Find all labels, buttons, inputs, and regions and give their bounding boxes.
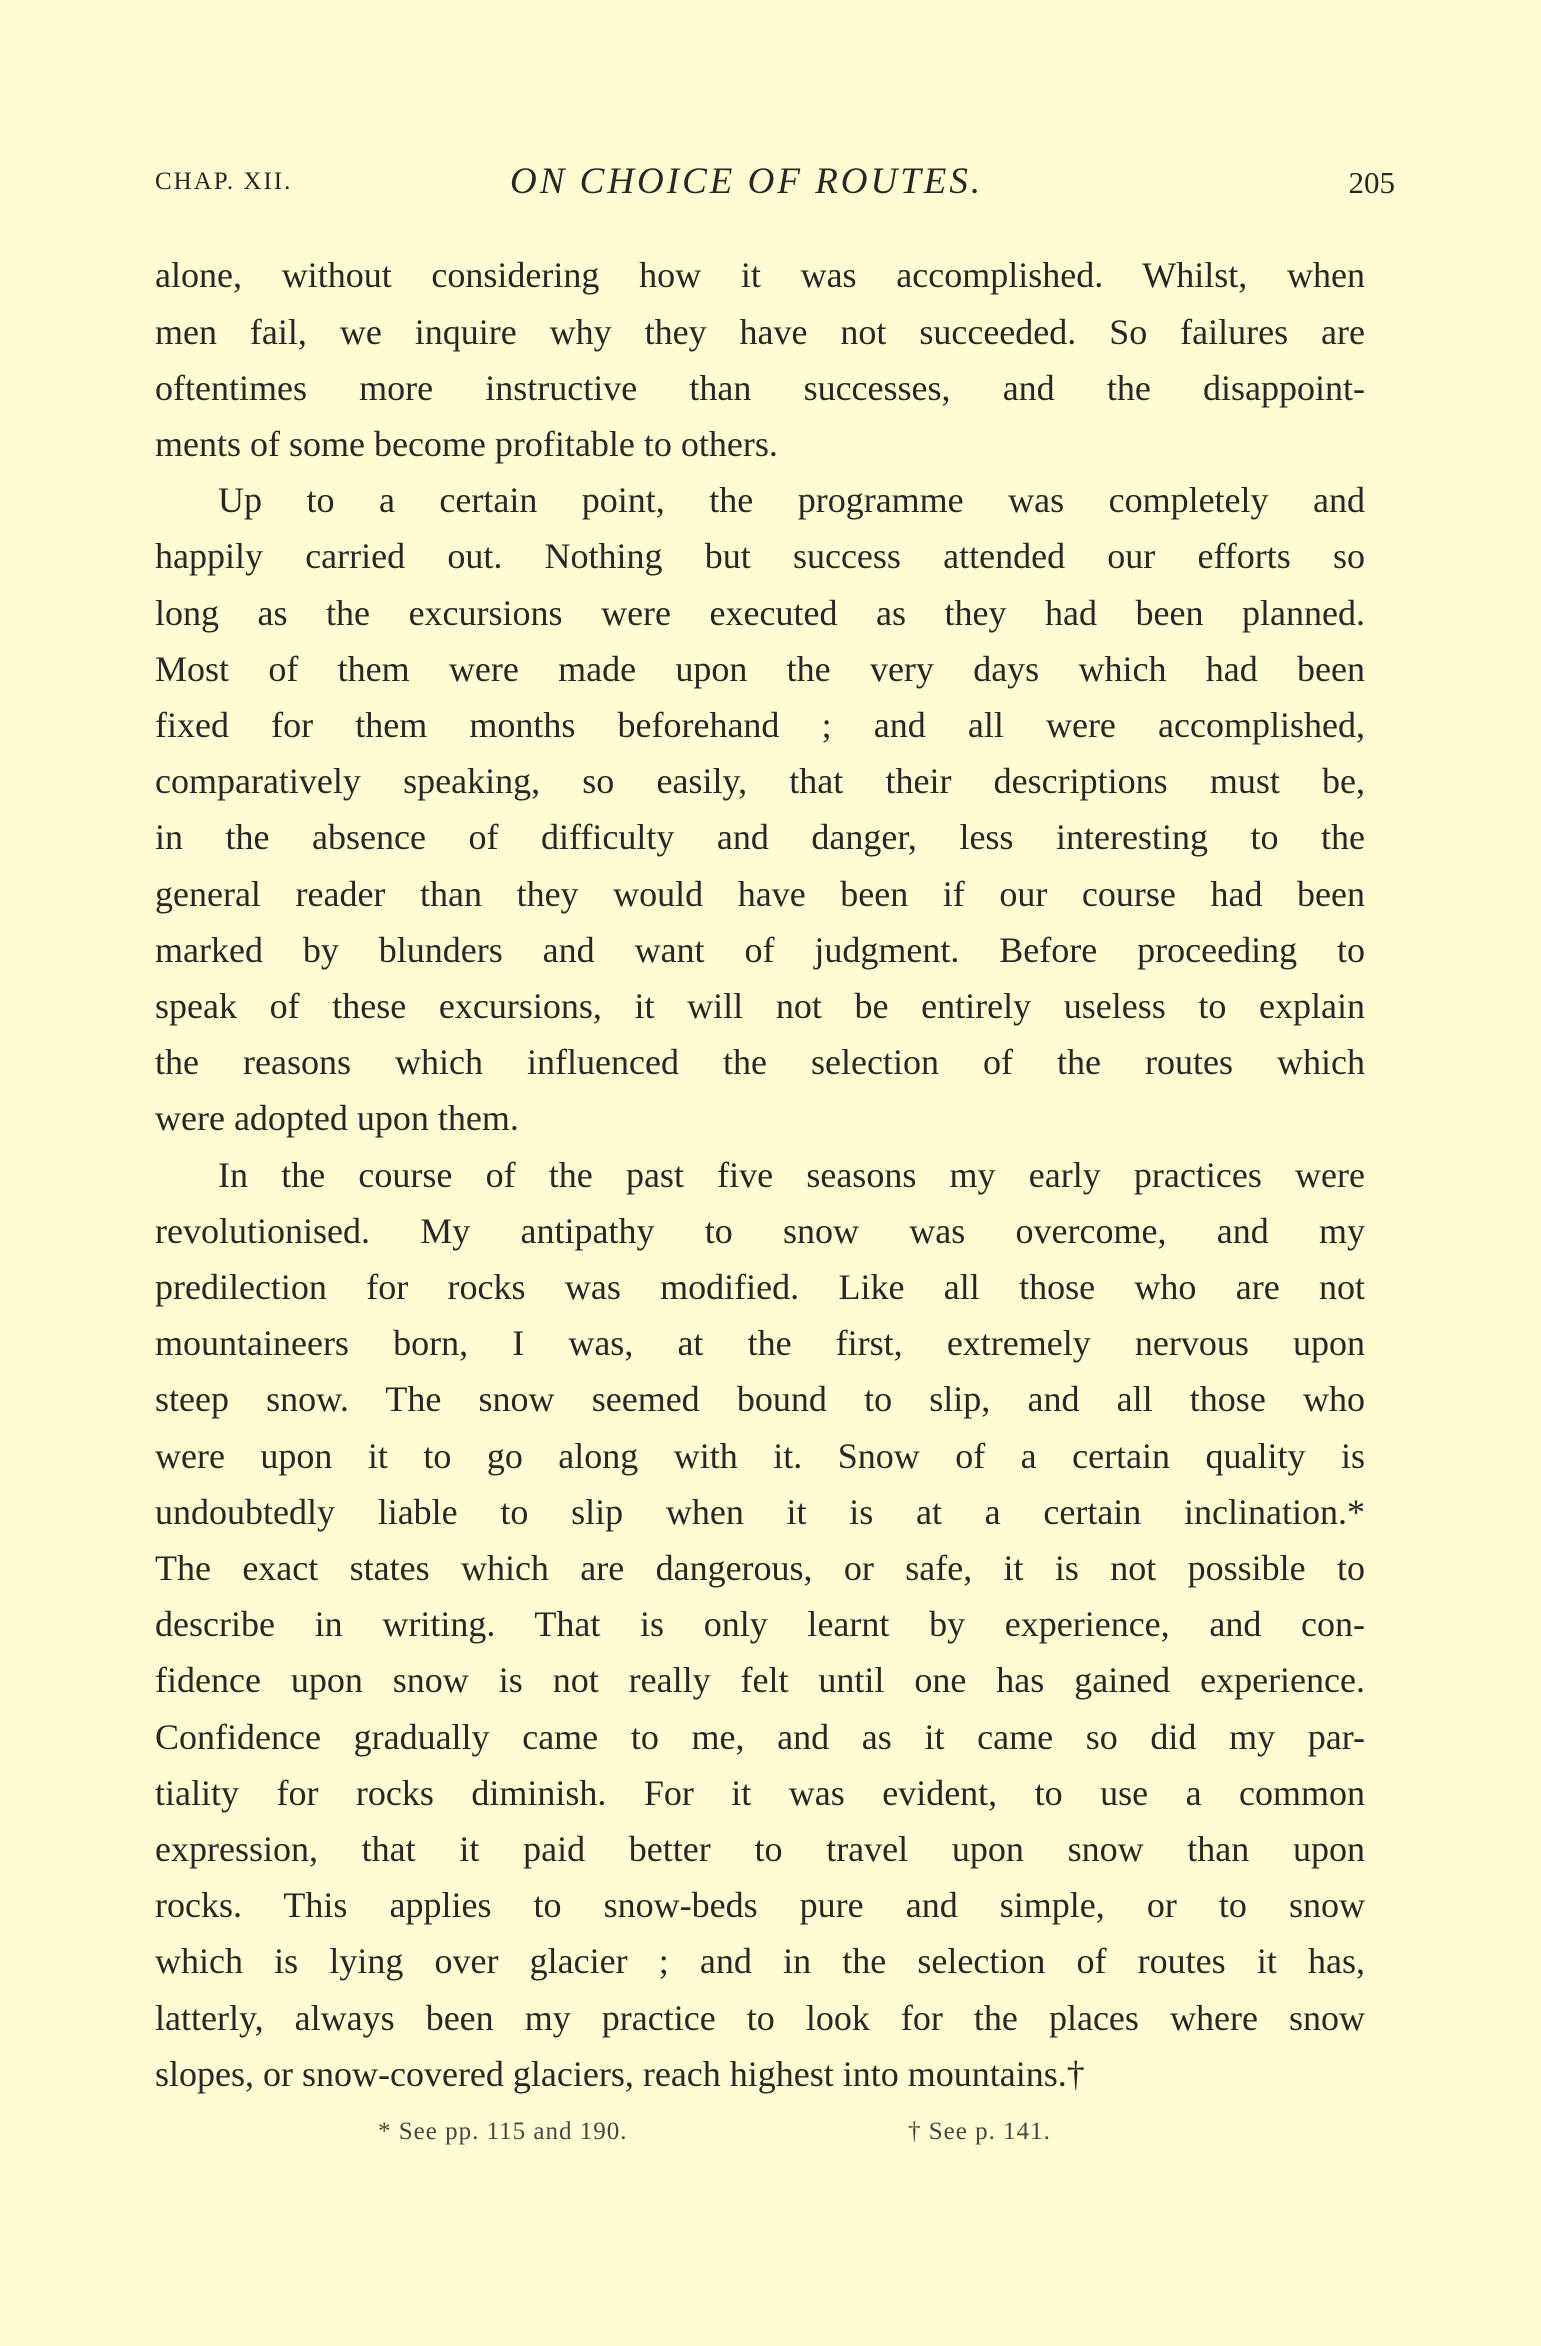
- text-line: The exact states which are dangerous, or safe, it is not possible to: [155, 1548, 1365, 1588]
- running-title: ON CHOICE OF ROUTES.: [510, 161, 984, 202]
- running-header: [155, 160, 1395, 210]
- text-line: slopes, or snow-covered glaciers, reach highest into mountains.†: [155, 2054, 1085, 2094]
- text-line: the reasons which influenced the selection of the routes which: [155, 1042, 1365, 1082]
- text-line: Confidence gradually came to me, and as it came so did my par-: [155, 1717, 1365, 1757]
- text-line: mountaineers born, I was, at the first, extremely nervous upon: [155, 1323, 1365, 1363]
- page-number: 205: [1348, 165, 1395, 200]
- text-line: comparatively speaking, so easily, that their descriptions must be,: [155, 761, 1365, 801]
- text-line: steep snow. The snow seemed bound to slip, and all those who: [155, 1379, 1365, 1419]
- text-line: revolutionised. My antipathy to snow was overcome, and my: [155, 1211, 1365, 1251]
- text-line: were adopted upon them.: [155, 1098, 519, 1138]
- text-line: alone, without considering how it was accomplished. Whilst, when: [155, 255, 1365, 295]
- text-line: fidence upon snow is not really felt until one has gained experience.: [155, 1660, 1365, 1700]
- text-line: general reader than they would have been if our course had been: [155, 874, 1365, 914]
- text-line: rocks. This applies to snow-beds pure and simple, or to snow: [155, 1885, 1365, 1925]
- text-line: were upon it to go along with it. Snow of a certain quality is: [155, 1436, 1365, 1476]
- text-line: marked by blunders and want of judgment. Before proceeding to: [155, 930, 1365, 970]
- text-line: tiality for rocks diminish. For it was evident, to use a common: [155, 1773, 1365, 1813]
- footnote-1: * See pp. 115 and 190.: [378, 2118, 628, 2145]
- text-line: predilection for rocks was modified. Like all those who are not: [155, 1267, 1365, 1307]
- text-line: in the absence of difficulty and danger, less interesting to the: [155, 817, 1365, 857]
- text-line: speak of these excursions, it will not be entirely useless to explain: [155, 986, 1365, 1026]
- text-line: In the course of the past five seasons my early practices were: [218, 1155, 1365, 1195]
- text-line: undoubtedly liable to slip when it is at a certain inclination.*: [155, 1492, 1365, 1532]
- text-line: fixed for them months beforehand ; and all were accomplished,: [155, 705, 1365, 745]
- footnote-2: † See p. 141.: [908, 2118, 1051, 2145]
- text-line: latterly, always been my practice to look for the places where snow: [155, 1998, 1365, 2038]
- text-line: ments of some become profitable to others.: [155, 424, 778, 464]
- text-line: long as the excursions were executed as they had been planned.: [155, 593, 1365, 633]
- chapter-label: CHAP. XII.: [155, 168, 293, 195]
- text-line: Up to a certain point, the programme was completely and: [218, 480, 1365, 520]
- text-line: oftentimes more instructive than successes, and the disappoint-: [155, 368, 1365, 408]
- text-line: men fail, we inquire why they have not succeeded. So failures are: [155, 312, 1365, 352]
- text-line: happily carried out. Nothing but success attended our efforts so: [155, 536, 1365, 576]
- text-line: which is lying over glacier ; and in the selection of routes it has,: [155, 1941, 1365, 1981]
- text-line: Most of them were made upon the very days which had been: [155, 649, 1365, 689]
- text-line: expression, that it paid better to travel upon snow than upon: [155, 1829, 1365, 1869]
- text-line: describe in writing. That is only learnt by experience, and con-: [155, 1604, 1365, 1644]
